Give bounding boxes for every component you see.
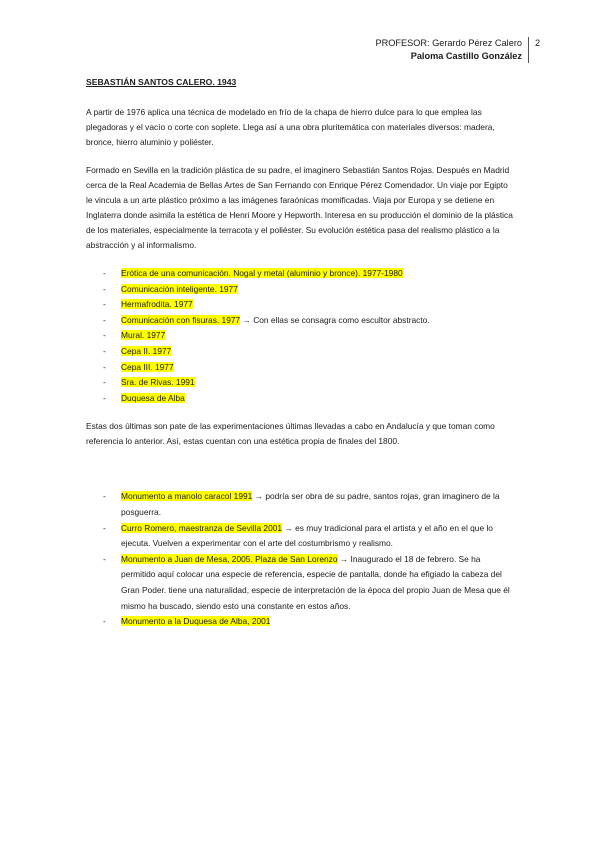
list-dash: - xyxy=(103,377,106,388)
work-note: → Con ellas se consagra como escultor abstracto. xyxy=(240,314,430,325)
list-dash: - xyxy=(103,314,106,325)
highlighted-work: Cepa III. 1977 xyxy=(121,361,174,372)
list-dash: - xyxy=(103,299,106,310)
list-dash: - xyxy=(103,392,106,403)
highlighted-work: Monumento a Juan de Mesa, 2005. Plaza de San Lorenzo xyxy=(121,553,338,564)
highlighted-work: Cepa II. 1977 xyxy=(121,345,172,356)
list-item xyxy=(86,313,516,329)
list-item xyxy=(86,282,516,298)
page-header xyxy=(375,37,529,63)
list-dash: - xyxy=(103,268,106,278)
list-item xyxy=(86,266,516,282)
highlighted-work: Comunicación con fisuras. 1977 xyxy=(121,314,241,325)
paragraph-biography: Formado en Sevilla en la tradición plástica de su padre, el imaginero Sebastián Santos Rojas. Después en Madrid cerca de la Real Academia de Bellas Artes de San Fernando con Enrique Pérez Comendador. Un viaje por Egipto le vincula a un arte plástico próximo a las imágenes faraónicas momificadas. Viaja por Europa y se detiene en Inglaterra donde asimila la estética de Henri Moore y Hepworth. Interesa en su producción el dominio de la plástica de los materiales, especialmente la terracota y el poliéster. Su evolución estética pasa del realismo plástico a la abstracción y al informalismo. xyxy=(86,165,513,250)
highlighted-work: Monumento a la Duquesa de Alba, 2001 xyxy=(121,616,271,627)
document-title: SEBASTIÁN SANTOS CALERO. 1943 xyxy=(86,77,237,87)
list-dash: - xyxy=(103,345,106,356)
works-list-1 xyxy=(86,266,516,406)
works-list-2 xyxy=(86,489,516,629)
list-item xyxy=(86,375,516,391)
list-dash: - xyxy=(103,616,106,627)
list-dash: - xyxy=(103,491,106,502)
highlighted-work: Duquesa de Alba xyxy=(121,392,185,403)
list-item xyxy=(86,360,516,376)
highlighted-work: Erótica de una comunicación. Nogal y metal (aluminio y bronce). 1977-1980 xyxy=(121,268,403,278)
list-dash: - xyxy=(103,283,106,294)
list-item xyxy=(86,297,516,313)
list-item xyxy=(86,614,516,630)
list-item xyxy=(86,489,516,520)
highlighted-work: Comunicación inteligente. 1977 xyxy=(121,283,238,294)
header-author-1: PROFESOR: Gerardo Pérez Calero xyxy=(375,38,522,48)
list-dash: - xyxy=(103,522,106,533)
highlighted-work: Curro Romero, maestranza de Sevilla 2001 xyxy=(121,522,283,533)
paragraph-intro: A partir de 1976 aplica una técnica de modelado en frío de la chapa de hierro dulce para lo que emplea las plegadoras y el vacío o corte con soplete. Llega así a una obra pluritemática con materiales diversos: madera, bronce, hierro aluminio y poliéster. xyxy=(86,107,495,147)
list-item xyxy=(86,328,516,344)
highlighted-work: Mural. 1977 xyxy=(121,330,166,341)
spacer xyxy=(86,462,516,489)
list-item xyxy=(86,552,516,614)
highlighted-work: Sra. de Rivas. 1991 xyxy=(121,377,195,388)
work-note: → podría ser obra de su padre, santos rojas, gran imaginero de la posguerra. xyxy=(121,491,500,517)
work-note: → Inaugurado el 18 de febrero. Se ha permitido aquí colocar una especie de referencia, especie de pantalla, donde ha efigiado la cabeza del Gran Poder. tiene una naturalidad, especie de interpretación de la época del propio Juan de Mesa que él mismo ha buscado, siendo esto una constante en estos años. xyxy=(121,553,510,611)
paragraph-experimentation: Estas dos últimas son pate de las experimentaciones últimas llevadas a cabo en Andalucía y que toman como referencia lo anterior. Así, estas cuentan con una estética propia de finales del 1800. xyxy=(86,421,495,447)
list-dash: - xyxy=(103,361,106,372)
header-author-2: Paloma Castillo González xyxy=(410,51,522,61)
document-body xyxy=(86,76,516,643)
list-dash: - xyxy=(103,330,106,341)
highlighted-work: Monumento a manolo caracol 1991 xyxy=(121,491,253,502)
list-item xyxy=(86,391,516,407)
highlighted-work: Hermafrodita. 1977 xyxy=(121,299,193,310)
list-item xyxy=(86,344,516,360)
work-note: → es muy tradicional para el artista y el año en el que lo ejecuta. Vuelven a experimentar con el arte del costumbrismo y realismo. xyxy=(121,522,493,549)
list-item xyxy=(86,521,516,552)
page-number: 2 xyxy=(535,38,541,48)
list-dash: - xyxy=(103,553,106,564)
